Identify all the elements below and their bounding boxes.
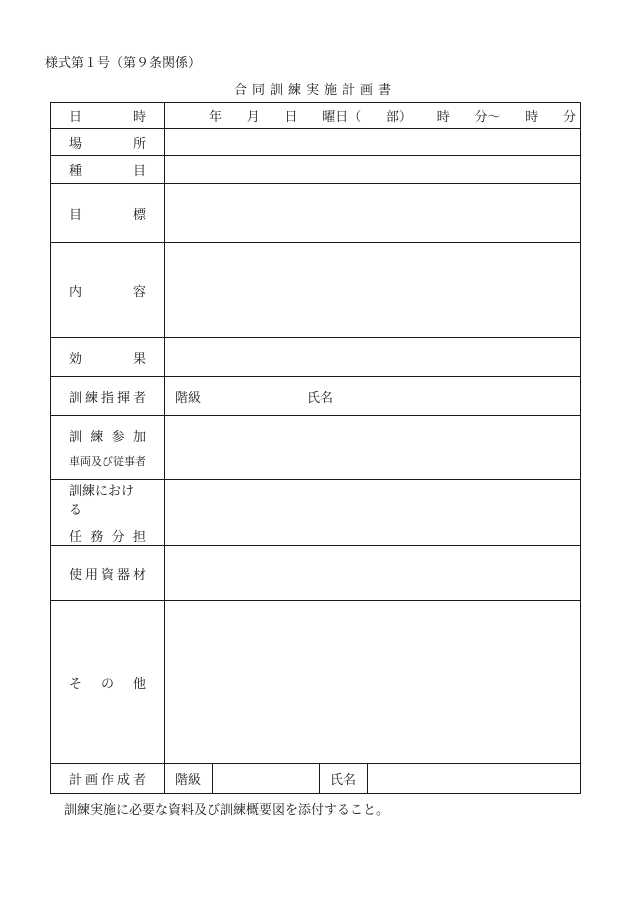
planner-rank-field[interactable]: [213, 764, 320, 794]
row-duties: [51, 480, 581, 546]
label-commander: 訓 練 指 揮 者: [51, 377, 165, 416]
form-number: 様式第１号（第９条関係）: [45, 56, 202, 71]
planner-rank-label: 階級: [165, 764, 213, 794]
label-place: 場 所: [51, 129, 165, 156]
label-participants: 訓 練 参 加 車両及び従事者: [51, 416, 165, 480]
row-other: [51, 601, 581, 764]
row-effect: [51, 338, 581, 377]
place-field[interactable]: [165, 129, 581, 156]
duties-field[interactable]: [165, 480, 581, 546]
commander-field[interactable]: [165, 377, 581, 416]
effect-field[interactable]: [165, 338, 581, 377]
plan-form-table: [50, 102, 581, 794]
planner-name-label: 氏名: [320, 764, 368, 794]
label-effect: 効 果: [51, 338, 165, 377]
datetime-field[interactable]: 年 月 日 曜日（ 部） 時 分～ 時 分: [165, 103, 581, 129]
label-datetime: 日 時: [51, 103, 165, 129]
commander-rank-label: 階級: [175, 391, 202, 406]
participants-field[interactable]: [165, 416, 581, 480]
row-content: [51, 243, 581, 338]
label-planner: 計 画 作 成 者: [51, 764, 165, 794]
label-other: そ の 他: [51, 601, 165, 764]
row-type: [51, 156, 581, 184]
label-goal: 目 標: [51, 184, 165, 243]
row-planner: [51, 764, 581, 794]
type-field[interactable]: [165, 156, 581, 184]
planner-name-field[interactable]: [368, 764, 581, 794]
document-title: 合同訓練実施計画書: [233, 83, 396, 98]
footnote: 訓練実施に必要な資料及び訓練概要図を添付すること。: [64, 803, 390, 818]
content-field[interactable]: [165, 243, 581, 338]
label-type: 種 目: [51, 156, 165, 184]
equipment-field[interactable]: [165, 546, 581, 601]
other-field[interactable]: [165, 601, 581, 764]
label-content: 内 容: [51, 243, 165, 338]
label-equipment: 使 用 資 器 材: [51, 546, 165, 601]
row-place: [51, 129, 581, 156]
commander-name-label: 氏名: [307, 391, 334, 406]
row-commander: [51, 377, 581, 416]
goal-field[interactable]: [165, 184, 581, 243]
row-goal: [51, 184, 581, 243]
label-duties: 訓練における 任 務 分 担: [51, 480, 165, 546]
row-datetime: [51, 103, 581, 129]
row-participants: [51, 416, 581, 480]
row-equipment: [51, 546, 581, 601]
